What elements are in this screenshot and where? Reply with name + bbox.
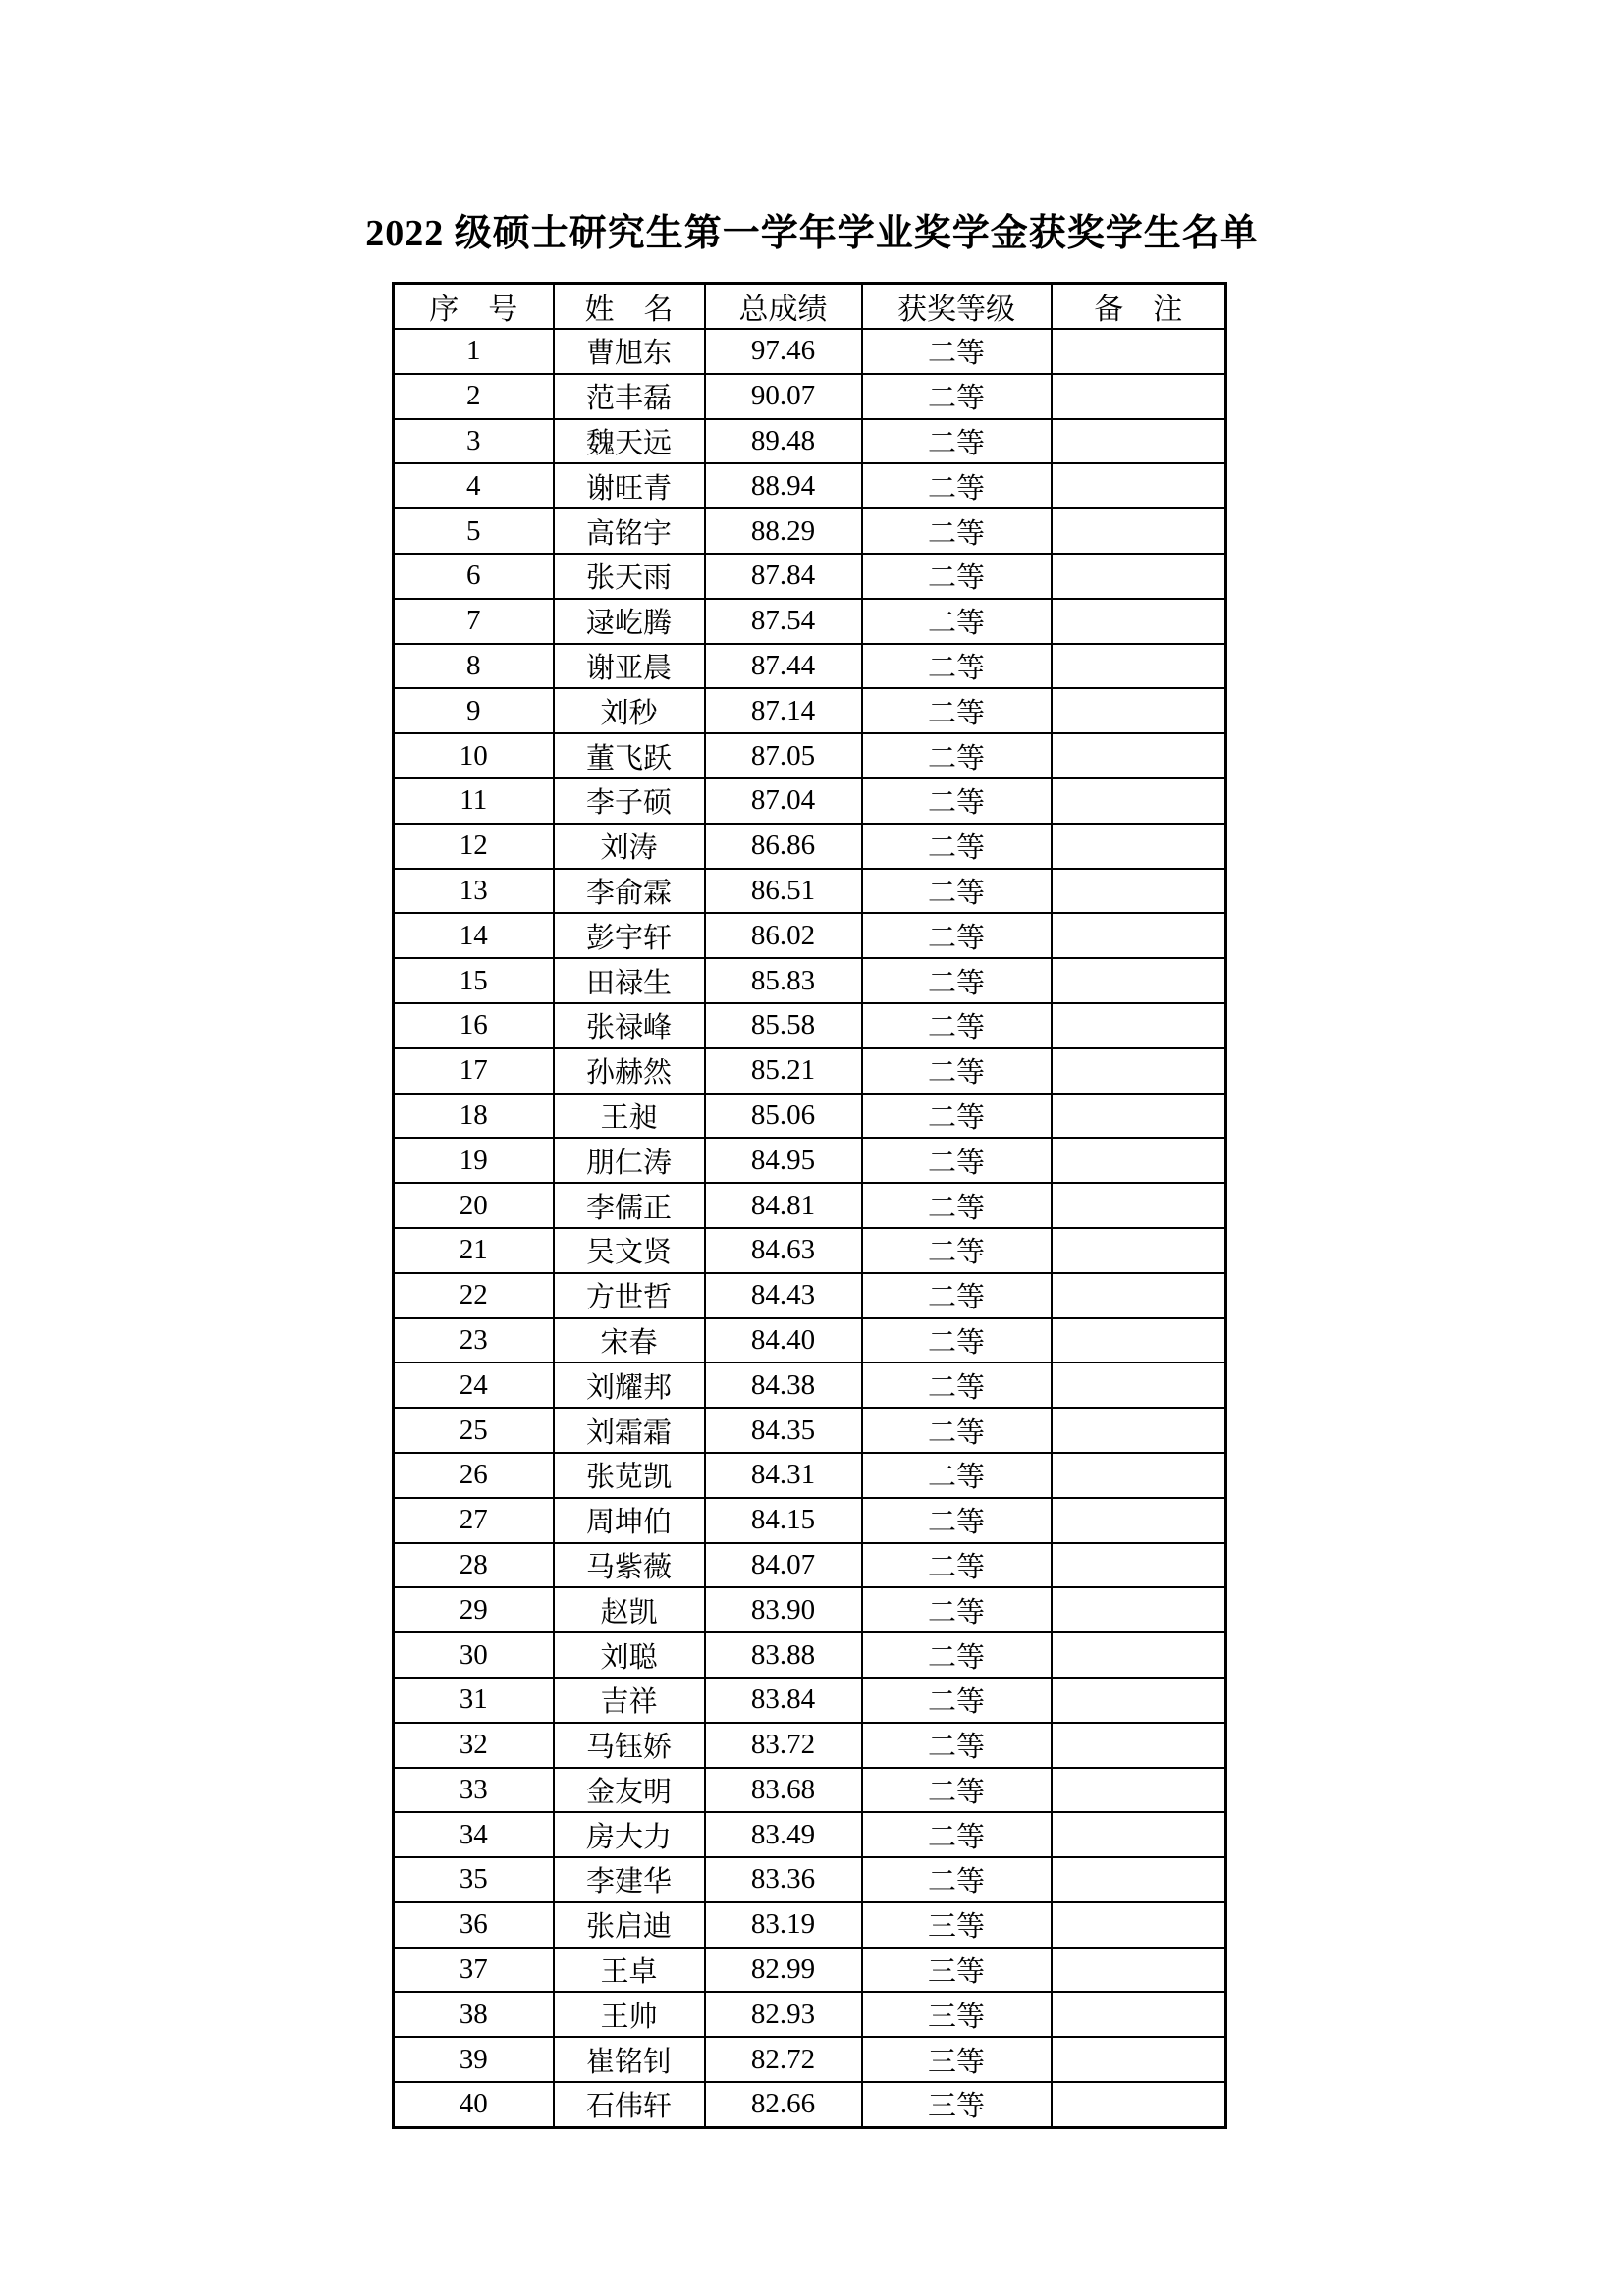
cell-remark xyxy=(1052,644,1226,689)
cell-remark xyxy=(1052,1992,1226,2037)
cell-award-level: 二等 xyxy=(862,1678,1052,1723)
cell-name: 王帅 xyxy=(554,1992,705,2037)
cell-remark xyxy=(1052,599,1226,644)
cell-name: 刘霜霜 xyxy=(554,1408,705,1453)
cell-index: 12 xyxy=(394,824,554,869)
table-row xyxy=(394,599,1226,644)
table-row xyxy=(394,1632,1226,1678)
cell-remark xyxy=(1052,1362,1226,1408)
cell-award-level: 二等 xyxy=(862,1183,1052,1228)
cell-index: 36 xyxy=(394,1902,554,1948)
cell-name: 李儒正 xyxy=(554,1183,705,1228)
cell-index: 40 xyxy=(394,2082,554,2127)
cell-remark xyxy=(1052,1453,1226,1498)
cell-index: 37 xyxy=(394,1948,554,1993)
scholarship-award-table xyxy=(392,282,1227,2129)
cell-name: 张启迪 xyxy=(554,1902,705,1948)
cell-remark xyxy=(1052,2082,1226,2127)
cell-award-level: 二等 xyxy=(862,688,1052,733)
cell-name: 逯屹腾 xyxy=(554,599,705,644)
cell-award-level: 二等 xyxy=(862,419,1052,464)
cell-name: 张天雨 xyxy=(554,554,705,599)
table-row xyxy=(394,1992,1226,2037)
cell-remark xyxy=(1052,913,1226,958)
cell-total-score: 87.05 xyxy=(705,733,862,778)
cell-index: 14 xyxy=(394,913,554,958)
cell-award-level: 二等 xyxy=(862,1453,1052,1498)
cell-total-score: 83.84 xyxy=(705,1678,862,1723)
cell-award-level: 二等 xyxy=(862,463,1052,508)
cell-name: 李建华 xyxy=(554,1857,705,1902)
cell-remark xyxy=(1052,554,1226,599)
cell-remark xyxy=(1052,1138,1226,1183)
cell-remark xyxy=(1052,1543,1226,1588)
cell-index: 8 xyxy=(394,644,554,689)
table-row xyxy=(394,1768,1226,1813)
cell-total-score: 82.99 xyxy=(705,1948,862,1993)
cell-index: 7 xyxy=(394,599,554,644)
table-row xyxy=(394,733,1226,778)
table-row xyxy=(394,1273,1226,1318)
cell-name: 马紫薇 xyxy=(554,1543,705,1588)
table-row xyxy=(394,1812,1226,1857)
cell-name: 王卓 xyxy=(554,1948,705,1993)
cell-total-score: 87.04 xyxy=(705,778,862,824)
cell-name: 曹旭东 xyxy=(554,329,705,374)
cell-index: 32 xyxy=(394,1723,554,1768)
cell-index: 15 xyxy=(394,958,554,1003)
cell-index: 21 xyxy=(394,1228,554,1273)
table-row xyxy=(394,1453,1226,1498)
table-row xyxy=(394,1543,1226,1588)
table-row xyxy=(394,1003,1226,1048)
cell-remark xyxy=(1052,1408,1226,1453)
cell-remark xyxy=(1052,1228,1226,1273)
cell-total-score: 83.88 xyxy=(705,1632,862,1678)
cell-award-level: 三等 xyxy=(862,2082,1052,2127)
cell-award-level: 二等 xyxy=(862,1543,1052,1588)
cell-total-score: 83.19 xyxy=(705,1902,862,1948)
header-award-level: 获奖等级 xyxy=(862,284,1052,330)
cell-index: 20 xyxy=(394,1183,554,1228)
cell-name: 张禄峰 xyxy=(554,1003,705,1048)
cell-award-level: 二等 xyxy=(862,1318,1052,1363)
cell-total-score: 88.29 xyxy=(705,508,862,554)
cell-remark xyxy=(1052,688,1226,733)
cell-name: 彭宇轩 xyxy=(554,913,705,958)
cell-total-score: 85.21 xyxy=(705,1048,862,1094)
cell-name: 刘聪 xyxy=(554,1632,705,1678)
cell-name: 王昶 xyxy=(554,1094,705,1139)
table-row xyxy=(394,1408,1226,1453)
cell-index: 9 xyxy=(394,688,554,733)
cell-index: 23 xyxy=(394,1318,554,1363)
cell-total-score: 82.72 xyxy=(705,2037,862,2082)
table-row xyxy=(394,824,1226,869)
table-row xyxy=(394,1362,1226,1408)
table-row xyxy=(394,1902,1226,1948)
table-row xyxy=(394,463,1226,508)
cell-remark xyxy=(1052,958,1226,1003)
cell-index: 39 xyxy=(394,2037,554,2082)
cell-remark xyxy=(1052,2037,1226,2082)
cell-name: 马钰娇 xyxy=(554,1723,705,1768)
table-row xyxy=(394,958,1226,1003)
cell-award-level: 三等 xyxy=(862,2037,1052,2082)
cell-remark xyxy=(1052,778,1226,824)
header-remark: 备 注 xyxy=(1052,284,1226,330)
cell-name: 房大力 xyxy=(554,1812,705,1857)
cell-award-level: 二等 xyxy=(862,958,1052,1003)
cell-remark xyxy=(1052,733,1226,778)
header-total-score: 总成绩 xyxy=(705,284,862,330)
cell-total-score: 87.44 xyxy=(705,644,862,689)
cell-remark xyxy=(1052,419,1226,464)
cell-total-score: 87.14 xyxy=(705,688,862,733)
cell-remark xyxy=(1052,1273,1226,1318)
cell-award-level: 二等 xyxy=(862,1048,1052,1094)
table-row xyxy=(394,1678,1226,1723)
cell-remark xyxy=(1052,1948,1226,1993)
cell-name: 赵凯 xyxy=(554,1587,705,1632)
cell-remark xyxy=(1052,1768,1226,1813)
cell-name: 吉祥 xyxy=(554,1678,705,1723)
cell-index: 18 xyxy=(394,1094,554,1139)
cell-total-score: 84.43 xyxy=(705,1273,862,1318)
table-row xyxy=(394,1587,1226,1632)
cell-remark xyxy=(1052,1678,1226,1723)
cell-name: 李俞霖 xyxy=(554,869,705,914)
cell-index: 26 xyxy=(394,1453,554,1498)
cell-remark xyxy=(1052,1318,1226,1363)
cell-award-level: 二等 xyxy=(862,1003,1052,1048)
cell-name: 田禄生 xyxy=(554,958,705,1003)
cell-award-level: 二等 xyxy=(862,1768,1052,1813)
table-row xyxy=(394,329,1226,374)
cell-remark xyxy=(1052,1048,1226,1094)
cell-name: 宋春 xyxy=(554,1318,705,1363)
table-row xyxy=(394,508,1226,554)
cell-name: 范丰磊 xyxy=(554,374,705,419)
table-row xyxy=(394,913,1226,958)
cell-name: 朋仁涛 xyxy=(554,1138,705,1183)
cell-name: 方世哲 xyxy=(554,1273,705,1318)
cell-name: 魏天远 xyxy=(554,419,705,464)
cell-total-score: 84.40 xyxy=(705,1318,862,1363)
cell-award-level: 二等 xyxy=(862,1857,1052,1902)
cell-index: 27 xyxy=(394,1498,554,1543)
cell-remark xyxy=(1052,1003,1226,1048)
cell-total-score: 84.15 xyxy=(705,1498,862,1543)
cell-total-score: 83.72 xyxy=(705,1723,862,1768)
cell-award-level: 二等 xyxy=(862,329,1052,374)
cell-award-level: 三等 xyxy=(862,1992,1052,2037)
cell-award-level: 二等 xyxy=(862,1408,1052,1453)
cell-total-score: 85.06 xyxy=(705,1094,862,1139)
table-row xyxy=(394,374,1226,419)
cell-award-level: 二等 xyxy=(862,869,1052,914)
cell-award-level: 二等 xyxy=(862,554,1052,599)
cell-award-level: 二等 xyxy=(862,1632,1052,1678)
cell-remark xyxy=(1052,374,1226,419)
table-row xyxy=(394,1318,1226,1363)
cell-award-level: 二等 xyxy=(862,913,1052,958)
cell-award-level: 二等 xyxy=(862,1228,1052,1273)
cell-remark xyxy=(1052,1723,1226,1768)
page-title: 2022 级硕士研究生第一学年学业奖学金获奖学生名单 xyxy=(365,213,1259,254)
cell-index: 11 xyxy=(394,778,554,824)
cell-index: 17 xyxy=(394,1048,554,1094)
cell-remark xyxy=(1052,329,1226,374)
cell-total-score: 83.36 xyxy=(705,1857,862,1902)
cell-total-score: 84.81 xyxy=(705,1183,862,1228)
cell-total-score: 86.86 xyxy=(705,824,862,869)
table-row xyxy=(394,1723,1226,1768)
cell-total-score: 84.35 xyxy=(705,1408,862,1453)
cell-award-level: 二等 xyxy=(862,733,1052,778)
cell-name: 谢亚晨 xyxy=(554,644,705,689)
cell-total-score: 88.94 xyxy=(705,463,862,508)
cell-total-score: 82.66 xyxy=(705,2082,862,2127)
table-row xyxy=(394,869,1226,914)
cell-remark xyxy=(1052,1857,1226,1902)
cell-index: 4 xyxy=(394,463,554,508)
cell-total-score: 86.51 xyxy=(705,869,862,914)
cell-name: 董飞跃 xyxy=(554,733,705,778)
cell-remark xyxy=(1052,1587,1226,1632)
cell-index: 24 xyxy=(394,1362,554,1408)
table-row xyxy=(394,2082,1226,2127)
cell-name: 刘耀邦 xyxy=(554,1362,705,1408)
cell-index: 19 xyxy=(394,1138,554,1183)
cell-total-score: 87.54 xyxy=(705,599,862,644)
cell-index: 6 xyxy=(394,554,554,599)
table-row xyxy=(394,1857,1226,1902)
cell-index: 31 xyxy=(394,1678,554,1723)
cell-award-level: 二等 xyxy=(862,1094,1052,1139)
cell-index: 2 xyxy=(394,374,554,419)
table-row xyxy=(394,554,1226,599)
cell-award-level: 二等 xyxy=(862,1138,1052,1183)
cell-name: 石伟轩 xyxy=(554,2082,705,2127)
cell-total-score: 83.49 xyxy=(705,1812,862,1857)
table-row xyxy=(394,778,1226,824)
cell-total-score: 84.31 xyxy=(705,1453,862,1498)
cell-award-level: 二等 xyxy=(862,374,1052,419)
cell-total-score: 89.48 xyxy=(705,419,862,464)
table-row xyxy=(394,1498,1226,1543)
cell-total-score: 85.83 xyxy=(705,958,862,1003)
cell-index: 13 xyxy=(394,869,554,914)
cell-index: 16 xyxy=(394,1003,554,1048)
cell-total-score: 97.46 xyxy=(705,329,862,374)
cell-index: 28 xyxy=(394,1543,554,1588)
table-row xyxy=(394,1048,1226,1094)
cell-total-score: 83.68 xyxy=(705,1768,862,1813)
table-row xyxy=(394,1948,1226,1993)
cell-total-score: 84.38 xyxy=(705,1362,862,1408)
table-row xyxy=(394,644,1226,689)
cell-index: 5 xyxy=(394,508,554,554)
table-row xyxy=(394,688,1226,733)
cell-index: 10 xyxy=(394,733,554,778)
cell-index: 35 xyxy=(394,1857,554,1902)
cell-index: 1 xyxy=(394,329,554,374)
cell-remark xyxy=(1052,463,1226,508)
cell-name: 张苋凯 xyxy=(554,1453,705,1498)
cell-index: 25 xyxy=(394,1408,554,1453)
cell-remark xyxy=(1052,508,1226,554)
cell-index: 22 xyxy=(394,1273,554,1318)
table-row xyxy=(394,1228,1226,1273)
cell-award-level: 三等 xyxy=(862,1948,1052,1993)
cell-award-level: 二等 xyxy=(862,1273,1052,1318)
cell-index: 34 xyxy=(394,1812,554,1857)
cell-remark xyxy=(1052,1812,1226,1857)
table-row xyxy=(394,419,1226,464)
cell-total-score: 87.84 xyxy=(705,554,862,599)
cell-total-score: 86.02 xyxy=(705,913,862,958)
cell-index: 3 xyxy=(394,419,554,464)
cell-total-score: 84.95 xyxy=(705,1138,862,1183)
cell-award-level: 二等 xyxy=(862,1812,1052,1857)
cell-remark xyxy=(1052,1094,1226,1139)
cell-award-level: 二等 xyxy=(862,1362,1052,1408)
cell-name: 金友明 xyxy=(554,1768,705,1813)
header-name: 姓 名 xyxy=(554,284,705,330)
cell-remark xyxy=(1052,1498,1226,1543)
cell-remark xyxy=(1052,1632,1226,1678)
cell-index: 38 xyxy=(394,1992,554,2037)
table-row xyxy=(394,1094,1226,1139)
cell-total-score: 83.90 xyxy=(705,1587,862,1632)
header-index: 序 号 xyxy=(394,284,554,330)
cell-name: 刘秒 xyxy=(554,688,705,733)
cell-total-score: 84.63 xyxy=(705,1228,862,1273)
cell-name: 谢旺青 xyxy=(554,463,705,508)
cell-award-level: 二等 xyxy=(862,1587,1052,1632)
cell-total-score: 82.93 xyxy=(705,1992,862,2037)
cell-total-score: 85.58 xyxy=(705,1003,862,1048)
cell-total-score: 84.07 xyxy=(705,1543,862,1588)
cell-name: 崔铭钊 xyxy=(554,2037,705,2082)
table-row xyxy=(394,1138,1226,1183)
table-row xyxy=(394,2037,1226,2082)
cell-remark xyxy=(1052,1183,1226,1228)
cell-index: 29 xyxy=(394,1587,554,1632)
cell-award-level: 二等 xyxy=(862,508,1052,554)
cell-name: 刘涛 xyxy=(554,824,705,869)
cell-remark xyxy=(1052,869,1226,914)
cell-award-level: 二等 xyxy=(862,778,1052,824)
cell-name: 周坤伯 xyxy=(554,1498,705,1543)
cell-name: 孙赫然 xyxy=(554,1048,705,1094)
cell-remark xyxy=(1052,824,1226,869)
cell-award-level: 二等 xyxy=(862,644,1052,689)
cell-award-level: 二等 xyxy=(862,1723,1052,1768)
header-row xyxy=(394,284,1226,330)
cell-award-level: 三等 xyxy=(862,1902,1052,1948)
cell-award-level: 二等 xyxy=(862,824,1052,869)
cell-award-level: 二等 xyxy=(862,1498,1052,1543)
table-row xyxy=(394,1183,1226,1228)
cell-index: 30 xyxy=(394,1632,554,1678)
cell-total-score: 90.07 xyxy=(705,374,862,419)
cell-name: 李子硕 xyxy=(554,778,705,824)
cell-name: 高铭宇 xyxy=(554,508,705,554)
cell-name: 吴文贤 xyxy=(554,1228,705,1273)
cell-index: 33 xyxy=(394,1768,554,1813)
cell-remark xyxy=(1052,1902,1226,1948)
cell-award-level: 二等 xyxy=(862,599,1052,644)
